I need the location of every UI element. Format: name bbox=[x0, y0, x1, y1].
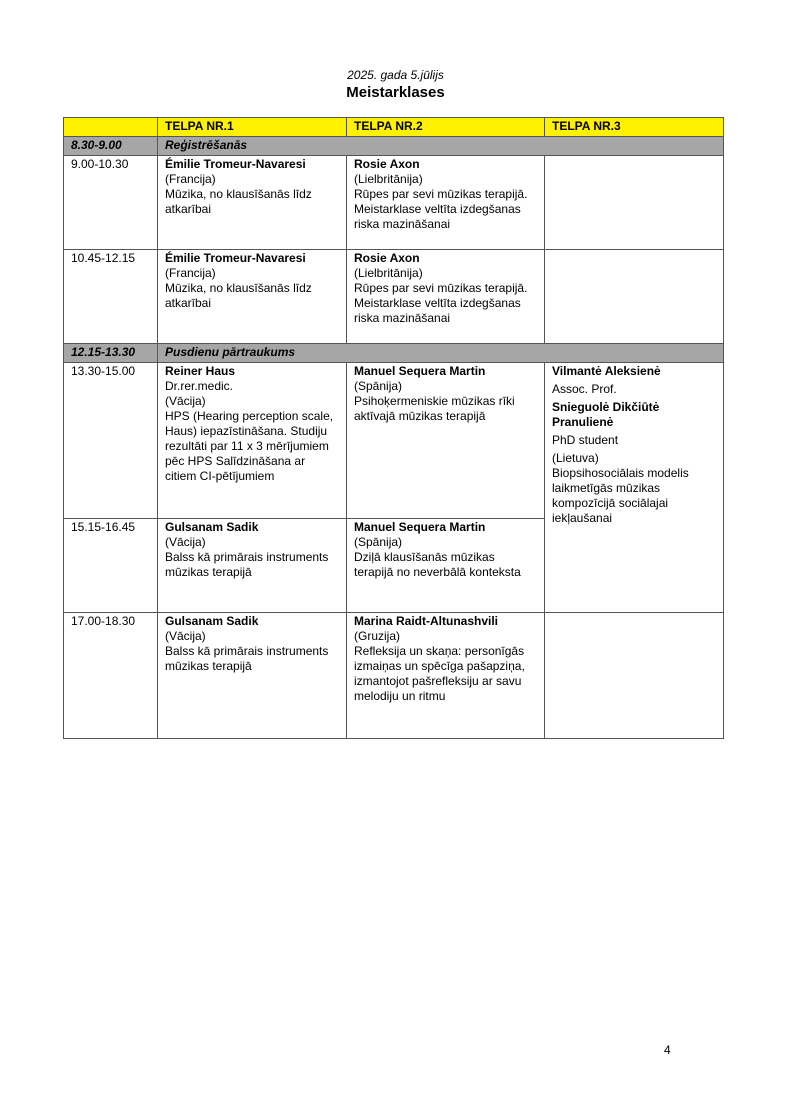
session-cell bbox=[347, 519, 545, 613]
speaker-name: Gulsanam Sadik bbox=[165, 520, 259, 534]
section-label: Pusdienu pārtraukums bbox=[158, 344, 724, 363]
session-cell bbox=[158, 363, 347, 519]
time-cell: 17.00-18.30 bbox=[64, 613, 158, 739]
table-row bbox=[64, 250, 724, 344]
table-header-row bbox=[64, 118, 724, 137]
speaker-country: (Vācija) bbox=[165, 629, 206, 643]
session-cell-room-3 bbox=[545, 363, 724, 613]
speaker-name: Manuel Sequera Martin bbox=[354, 364, 486, 378]
session-topic: Rūpes par sevi mūzikas terapijā. Meistarklase veltīta izdegšanas riska mazināšanai bbox=[354, 187, 528, 231]
table-row bbox=[64, 363, 724, 519]
speaker-name: Émilie Tromeur-Navaresi bbox=[165, 251, 306, 265]
session-cell bbox=[158, 250, 347, 344]
empty-cell bbox=[545, 156, 724, 250]
session-topic: Dziļā klausīšanās mūzikas terapijā no neverbālā konteksta bbox=[354, 550, 521, 579]
speaker-country: (Vācija) bbox=[165, 394, 206, 408]
empty-cell bbox=[545, 250, 724, 344]
session-topic: Mūzika, no klausīšanās līdz atkarībai bbox=[165, 187, 312, 216]
time-cell: 9.00-10.30 bbox=[64, 156, 158, 250]
session-topic: Refleksija un skaņa: personīgās izmaiņas un spēcīga pašapziņa, izmantojot pašrefleksiju ar savu melodiju un ritmu bbox=[354, 644, 525, 703]
page-number: 4 bbox=[664, 1043, 671, 1057]
session-topic: Balss kā primārais instruments mūzikas terapijā bbox=[165, 550, 329, 579]
speaker-name: Snieguolė Dikčiūtė Pranulienė bbox=[552, 400, 660, 429]
time-cell: 12.15-13.30 bbox=[64, 344, 158, 363]
lunch-row bbox=[64, 344, 724, 363]
speaker-name: Manuel Sequera Martin bbox=[354, 520, 486, 534]
speaker-title: Assoc. Prof. bbox=[552, 382, 617, 396]
session-topic: Rūpes par sevi mūzikas terapijā. Meistarklase veltīta izdegšanas riska mazināšanai bbox=[354, 281, 528, 325]
session-topic: Psihoķermeniskie mūzikas rīki aktīvajā mūzikas terapijā bbox=[354, 394, 515, 423]
speaker-name: Rosie Axon bbox=[354, 157, 420, 171]
table-row bbox=[64, 156, 724, 250]
header-time-cell bbox=[64, 118, 158, 137]
speaker-country: (Gruzija) bbox=[354, 629, 401, 643]
speaker-country: (Francija) bbox=[165, 266, 216, 280]
time-cell: 10.45-12.15 bbox=[64, 250, 158, 344]
session-cell bbox=[347, 156, 545, 250]
session-topic: HPS (Hearing perception scale, Haus) iepazīstināšana. Studiju rezultāti par 11 x 3 mērījumiem pēc HPS Salīdzināšana ar citiem CI-pētījumiem bbox=[165, 409, 334, 483]
speaker-country: (Lielbritānija) bbox=[354, 266, 423, 280]
session-topic: Mūzika, no klausīšanās līdz atkarībai bbox=[165, 281, 312, 310]
speaker-country: (Lielbritānija) bbox=[354, 172, 423, 186]
speaker-name: Reiner Haus bbox=[165, 364, 236, 378]
speaker-name: Marina Raidt-Altunashvili bbox=[354, 614, 499, 628]
speaker-name: Vilmantė Aleksienė bbox=[552, 364, 661, 378]
time-cell: 13.30-15.00 bbox=[64, 363, 158, 519]
header-room-2: TELPA NR.2 bbox=[347, 118, 545, 137]
session-cell bbox=[158, 156, 347, 250]
speaker-title: Dr.rer.medic. bbox=[165, 379, 234, 393]
empty-cell bbox=[545, 613, 724, 739]
header-room-3: TELPA NR.3 bbox=[545, 118, 724, 137]
speaker-country: (Francija) bbox=[165, 172, 216, 186]
session-cell bbox=[347, 363, 545, 519]
session-cell bbox=[347, 250, 545, 344]
header-room-1: TELPA NR.1 bbox=[158, 118, 347, 137]
speaker-name: Rosie Axon bbox=[354, 251, 420, 265]
speaker-country: (Spānija) bbox=[354, 379, 403, 393]
session-cell bbox=[158, 519, 347, 613]
speaker-country: (Lietuva) bbox=[552, 451, 599, 465]
speaker-country: (Vācija) bbox=[165, 535, 206, 549]
time-cell: 15.15-16.45 bbox=[64, 519, 158, 613]
registration-row bbox=[64, 137, 724, 156]
schedule-table bbox=[63, 117, 724, 739]
speaker-name: Émilie Tromeur-Navaresi bbox=[165, 157, 306, 171]
time-cell: 8.30-9.00 bbox=[64, 137, 158, 156]
speaker-country: (Spānija) bbox=[354, 535, 403, 549]
session-cell bbox=[158, 613, 347, 739]
speaker-title: PhD student bbox=[552, 433, 619, 447]
session-topic: Balss kā primārais instruments mūzikas terapijā bbox=[165, 644, 329, 673]
page-title: Meistarklases bbox=[346, 84, 445, 101]
table-row bbox=[64, 613, 724, 739]
session-cell bbox=[347, 613, 545, 739]
section-label: Reģistrēšanās bbox=[158, 137, 724, 156]
session-topic: Biopsihosociālais modelis laikmetīgās mūzikas kompozīcijā sociālajai iekļaušanai bbox=[552, 466, 689, 525]
program-date: 2025. gada 5.jūlijs bbox=[347, 68, 444, 82]
speaker-name: Gulsanam Sadik bbox=[165, 614, 259, 628]
